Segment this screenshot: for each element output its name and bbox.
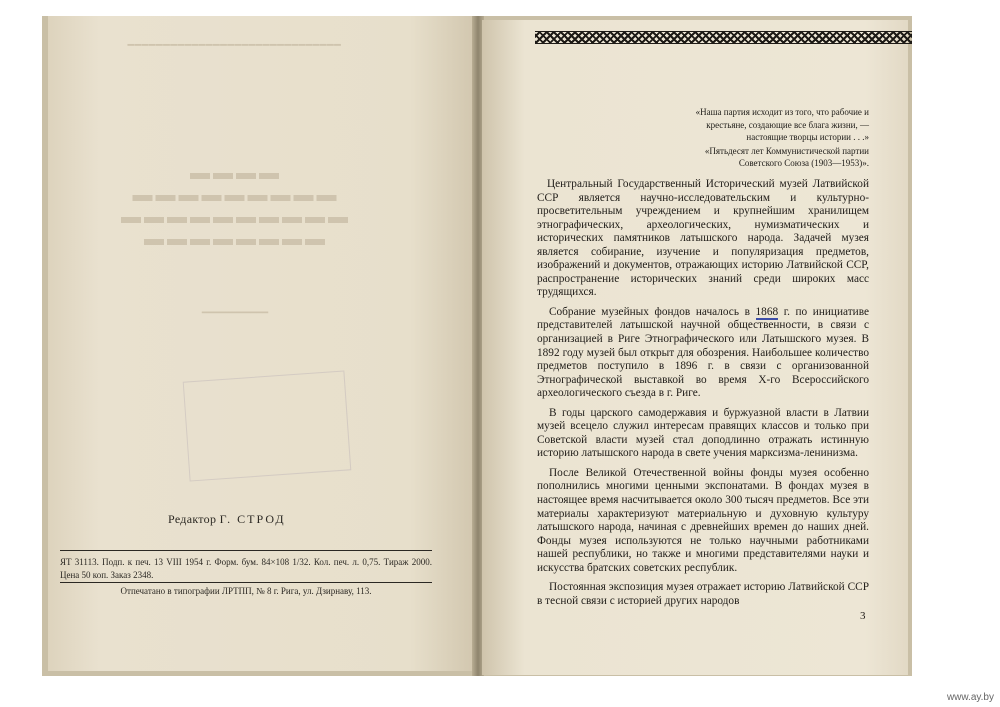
imprint-top-rule <box>60 550 432 551</box>
epigraph-source: «Пятьдесят лет Коммунистической партии Советского Союза (1903—1953)». <box>704 145 869 168</box>
epigraph-quote: «Наша партия исходит из того, что рабочие и крестьяне, создающие все блага жизни, — настоящие творцы истории . . .» <box>695 107 869 142</box>
editor-name: Г. СТРОД <box>219 512 286 526</box>
imprint-text: ЯТ 31113. Подп. к печ. 13 VIII 1954 г. Форм. бум. 84×108 1/32. Кол. печ. л. 0,75. Тираж 2000. Цена 50 коп. Заказ 2348. <box>60 557 432 580</box>
faint-stamp <box>183 370 352 481</box>
imprint-bottom-rule <box>60 582 432 583</box>
site-watermark: www.ay.by <box>946 692 994 703</box>
body-text <box>537 178 869 614</box>
paragraph-2-rest: г. по инициативе представителей латышской научной общественности, в связи с организацией в Риге Этнографического или Латышского музея. В 1892 году музей был открыт для обозрения. Наибольшее количество предметов поступило в 1896 г. в связи с организованной Этнографической выставкой во время Х-го Всероссийского археологического съезда в г. Риге. <box>537 305 870 400</box>
paragraph-2 <box>537 306 869 401</box>
paragraph-4: После Великой Отечественной войны фонды музея особенно пополнились многими ценными экспонатами. В фондах музея в настоящее время насчитывается около 300 тысяч предметов. Все эти материалы характеризуют материальную и духовную культуру латышского народа, начиная с древнейших времен до наших дней. Фонды музея используются не только научными работниками нашей республики, но также и многими представителями науки и искусства братских советских республик. <box>537 466 869 574</box>
paragraph-1: Центральный Государственный Исторический музей Латвийской ССР является научно-исследовательским и культурно-просветительным учреждением и крупнейшим хранилищем этнографических, археологических, нумизматических и исторических памятников латышского народа. Задачей музея является собирание, изучение и популяризация предметов, изображений и документов, отражающих историю Латвийской ССР, распространение исторических знаний среди широких масс трудящихся. <box>537 178 869 299</box>
header-ornament <box>535 31 912 44</box>
show-through-title: ▬▬▬▬▬▬▬▬ ▬▬▬▬▬▬▬▬▬▬ ▬▬▬▬▬▬▬▬▬ ▬▬▬▬ <box>118 168 348 256</box>
show-through-subtitle: ━━━━━━━━━━━ <box>201 306 269 317</box>
paragraph-5: Постоянная экспозиция музея отражает историю Латвийской ССР в тесной связи с историей других народов <box>537 581 869 607</box>
page-number: 3 <box>860 610 866 622</box>
epigraph <box>686 106 869 170</box>
show-through-header: ━━━━━━━━━━━━━━━━━━━━━━━━━━━━━━ <box>127 38 341 50</box>
editor-label: Редактор <box>168 512 217 526</box>
editor-credit <box>168 512 328 527</box>
printer-line: Отпечатано в типографии ЛРТПП, № 8 г. Рига, ул. Дзирнаву, 113. <box>120 586 372 596</box>
paragraph-3: В годы царского самодержавия и буржуазной власти в Латвии музей всецело служил интересам правящих классов и только при Советской власти музей стал доподлинно отражать истинную историю латышского народа в свете учения марксизма-ленинизма. <box>537 406 869 460</box>
paragraph-2-start: Собрание музейных фондов началось в <box>549 305 750 318</box>
underlined-year: 1868 <box>755 305 779 318</box>
